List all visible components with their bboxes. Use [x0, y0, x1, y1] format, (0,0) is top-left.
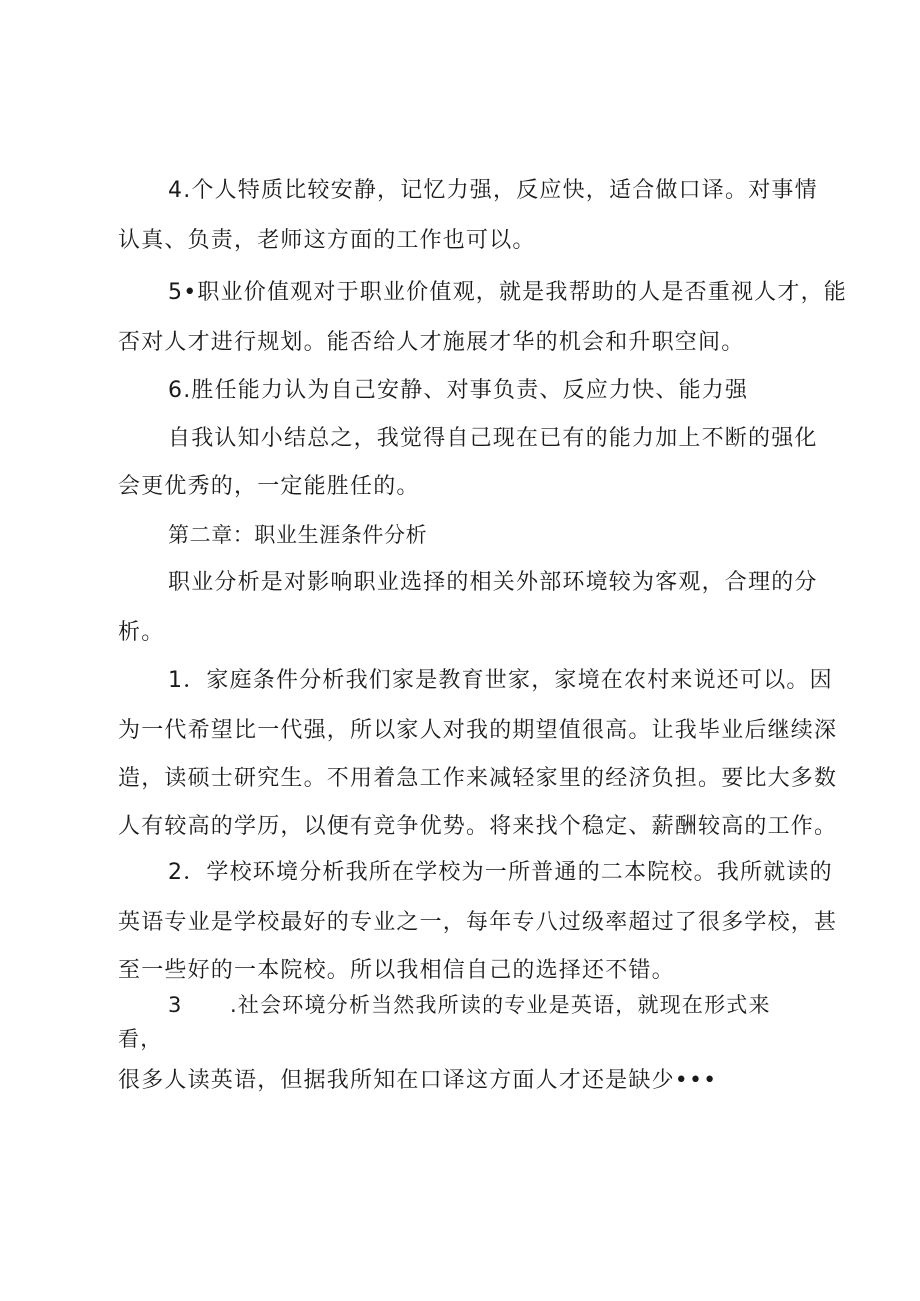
list-number: 3	[168, 993, 183, 1017]
paragraph-line-career-analysis: 职业分析是对影响职业选择的相关外部环境较为客观，合理的分	[168, 570, 818, 595]
paragraph-line-family-analysis: 1．家庭条件分析我们家是教育世家，家境在农村来说还可以。因	[168, 668, 833, 693]
paragraph-line: 看，	[118, 1027, 163, 1051]
paragraph-line: 否对人才进行规划。能否给人才施展才华的机会和升职空间。	[118, 330, 745, 355]
paragraph-line: 英语专业是学校最好的专业之一，每年专八过级率超过了很多学校，甚	[118, 910, 838, 935]
paragraph-line-career-values: 5•职业价值观对于职业价值观，就是我帮助的人是否重视人才，能	[168, 280, 847, 305]
paragraph-line: 很多人读英语，但据我所知在口译这方面人才还是缺少•••	[118, 1068, 718, 1093]
paragraph-line-self-summary: 自我认知小结总之，我觉得自己现在已有的能力加上不断的强化	[168, 426, 818, 451]
paragraph-line: 析。	[118, 620, 165, 645]
paragraph-line-school-analysis: 2．学校环境分析我所在学校为一所普通的二本院校。我所就读的	[168, 860, 833, 885]
paragraph-line: 为一代希望比一代强，所以家人对我的期望值很高。让我毕业后继续深	[118, 718, 838, 743]
paragraph-line: 造，读硕士研究生。不用着急工作来减轻家里的经济负担。要比大多数	[118, 766, 838, 791]
paragraph-line-society-analysis: .社会环境分析当然我所读的专业是英语，就现在形式来	[230, 993, 771, 1017]
paragraph-line: 认真、负责，老师这方面的工作也可以。	[118, 228, 536, 253]
chapter-heading: 第二章：职业生涯条件分析	[168, 523, 428, 547]
paragraph-line: 至一些好的一本院校。所以我相信自己的选择还不错。	[118, 958, 675, 983]
paragraph-line: 人有较高的学历，以便有竞争优势。将来找个稳定、薪酬较高的工作。	[118, 814, 838, 839]
paragraph-line: 会更优秀的，一定能胜任的。	[118, 474, 420, 499]
paragraph-line-personal-traits: 4.个人特质比较安静，记忆力强，反应快，适合做口译。对事情	[168, 178, 818, 203]
paragraph-line-competence: 6.胜任能力认为自己安静、对事负责、反应力快、能力强	[168, 378, 749, 403]
